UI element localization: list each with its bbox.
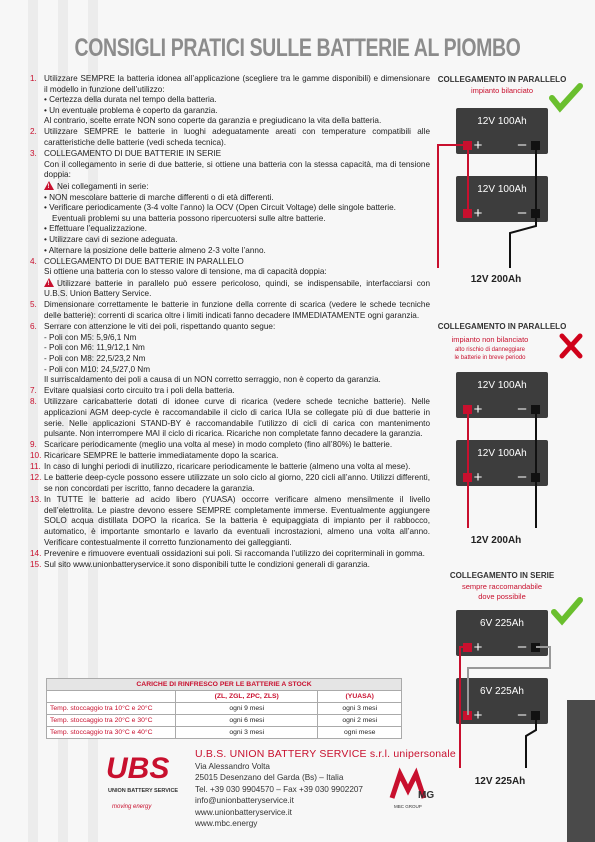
item-number: 10. <box>30 451 42 461</box>
list-item <box>30 386 430 397</box>
item-subtext: Si ottiene una batteria con lo stesso valore di tensione, ma di capacità doppia: <box>44 267 327 277</box>
item-main-text: Utilizzare SEMPRE le batterie in luoghi adeguatamente areati con temperature compatibili alle caratteristiche delle batterie (vedi scheda tecnica). <box>44 127 430 148</box>
plus-icon: + <box>473 639 483 656</box>
row-label: Temp. stoccaggio tra 10°C e 20°C <box>47 703 176 715</box>
item-subtext: - Poli con M5: 5,9/6,1 Nm <box>44 332 137 342</box>
item-subtext: • Un eventuale problema è coperto da garanzia. <box>44 105 218 115</box>
advice-list <box>30 74 430 571</box>
item-number: 9. <box>30 440 37 450</box>
plus-icon: + <box>473 137 483 154</box>
company-address <box>195 761 363 829</box>
item-main-text: Utilizzare SEMPRE la batteria idonea all’applicazione (scegliere tra le gamme disponibili) e dimensionare il modello in funzione dell’utilizzo: <box>44 74 430 94</box>
d2-subtitle: impianto non bilanciato <box>451 335 529 344</box>
website-link[interactable]: www.unionbatteryservice.it <box>195 807 292 817</box>
d2-warning: alto rischio di danneggiare <box>454 347 526 353</box>
item-subtext: • Certezza della durata nel tempo della batteria. <box>44 95 217 105</box>
item-subtext: - Poli con M8: 22,5/23,2 Nm <box>44 353 146 363</box>
item-number: 13. <box>30 495 42 505</box>
d2-warning: le batterie in breve periodo <box>454 355 526 361</box>
ubs-logo-mark: UBS <box>106 752 170 785</box>
warning-heading: Nei collegamenti in serie: <box>57 181 149 191</box>
series-note: • Alternare la posizione delle batterie almeno 2-3 volte l’anno. <box>44 245 266 255</box>
row-value: ogni 2 mesi <box>318 715 402 727</box>
table-row <box>47 715 402 727</box>
d1-subtitle: impianto bilanciato <box>470 86 534 95</box>
d3-subtitle: sempre raccomandabile <box>461 582 543 591</box>
item-number: 12. <box>30 473 42 483</box>
list-item <box>30 495 430 548</box>
item-subtext: - Poli con M10: 24,5/27,0 Nm <box>44 364 151 374</box>
battery <box>456 176 548 222</box>
battery-label: 6V 225Ah <box>480 686 524 697</box>
company-name: U.B.S. UNION BATTERY SERVICE s.r.l. unipersonale <box>195 748 456 760</box>
phone-line: Tel. +39 030 9904570 – Fax +39 030 9902207 <box>195 784 363 794</box>
series-note: • NON mescolare batterie di marche differenti o di età differenti. <box>44 192 274 202</box>
item-main-text: In TUTTE le batterie ad acido libero (YUASA) occorre verificare almeno mensilmente il livello dell’elettrolita. Le piastre devono essere SEMPRE completamente immerse. Eventualmente aggiungere SOLO acqua distillata DOPO la ricarica. Se la batteria è equipaggiata di impianto per il rabbocco, automatico, è importante smontarlo e lavarlo da eventuali incrostazioni, almeno una volta all’anno. Verificare contestualmente il corretto funzionamento dei galleggianti. <box>44 495 430 547</box>
battery-label: 12V 100Ah <box>477 184 527 195</box>
cross-icon <box>562 336 580 356</box>
ubs-logo-sub: UNION BATTERY SERVICE <box>108 788 179 794</box>
row-label: Temp. stoccaggio tra 20°C e 30°C <box>47 715 176 727</box>
row-value: ogni 9 mesi <box>176 703 318 715</box>
row-label: Temp. stoccaggio tra 30°C e 40°C <box>47 727 176 739</box>
item-subtext: Con il collegamento in serie di due batterie, si ottiene una batteria con la stessa capacità, ma di tensione doppia: <box>44 159 430 180</box>
check-icon <box>552 86 580 108</box>
item-text <box>44 495 430 548</box>
d3-total: 12V 225Ah <box>474 776 526 787</box>
item-main-text: Ricaricare SEMPRE le batterie immediatamente dopo la scarica. <box>44 451 279 461</box>
list-item <box>30 300 430 321</box>
warning-text: Utilizzare batterie in parallelo può essere pericoloso, quindi, se indispensabile, interfacciarsi con U.B.S. Union Battery Service. <box>44 278 430 299</box>
minus-icon: – <box>517 706 527 723</box>
item-main-text: Sul sito www.unionbatteryservice.it sono disponibili tutte le condizioni generali di garanzia. <box>44 559 370 569</box>
plus-icon: + <box>473 205 483 222</box>
row-value: ogni 3 mesi <box>318 703 402 715</box>
series-note: • Utilizzare cavi di sezione adeguata. <box>44 234 178 244</box>
list-item <box>30 322 430 386</box>
battery-diagrams <box>430 68 590 828</box>
mg-logo-sub: MBC GROUP <box>394 804 422 809</box>
item-number: 7. <box>30 386 37 396</box>
item-text <box>44 549 430 560</box>
d1-title: COLLEGAMENTO IN PARALLELO <box>437 75 567 84</box>
list-item <box>30 560 430 571</box>
plus-icon: + <box>473 401 483 418</box>
item-main-text: COLLEGAMENTO DI DUE BATTERIE IN SERIE <box>44 149 222 159</box>
list-item <box>30 127 430 148</box>
item-main-text: Scaricare periodicamente (meglio una volta al mese) in modo completo (fino all’80%) le batterie. <box>44 440 393 450</box>
email-link[interactable]: info@unionbatteryservice.it <box>195 796 294 806</box>
list-item <box>30 462 430 473</box>
refresh-charge-table <box>46 678 402 739</box>
plus-icon: + <box>473 707 483 724</box>
minus-icon: – <box>517 204 527 221</box>
item-number: 1. <box>30 74 37 83</box>
item-number: 14. <box>30 548 42 558</box>
list-item <box>30 549 430 560</box>
table-corner <box>47 691 176 703</box>
list-item <box>30 451 430 462</box>
item-text <box>44 397 430 439</box>
battery <box>456 610 548 656</box>
mg-logo-mark: MG <box>418 790 435 801</box>
item-text <box>44 560 430 571</box>
item-number: 6. <box>30 322 37 332</box>
item-main-text: In caso di lunghi periodi di inutilizzo, ricaricare periodicamente le batterie (almeno una volta al mese). <box>44 462 411 472</box>
minus-icon: – <box>517 468 527 485</box>
warning-icon: ! <box>44 181 54 190</box>
ubs-logo-tag: moving energy <box>112 804 152 810</box>
item-main-text: Utilizzare caricabatterie dotati di idonee curve di ricarica (vedere schede tecniche batterie). Nelle applicazioni AGM deep-cycle è raccomandabile il ciclo di carica IUIa se collegate più di due batterie in serie. Nelle applicazioni STAND-BY è raccomandabile l’utilizzo di cicli di carica con mantenimento pulsante. Non interrompere MAI il ciclo di ricarica. Ricariche non completate fanno decadere la garanzia. <box>44 397 430 439</box>
item-text <box>44 149 430 256</box>
table-row <box>47 727 402 739</box>
battery <box>456 108 548 154</box>
item-number: 2. <box>30 127 37 137</box>
warning-icon: ! <box>44 278 54 287</box>
item-text <box>44 462 430 473</box>
item-subtext: Al contrario, scelte errate NON sono coperte da garanzia e pregiudicano la vita della batteria. <box>44 116 382 126</box>
ubs-logo <box>104 748 179 816</box>
item-number: 15. <box>30 559 42 569</box>
parallel-warning <box>44 278 430 300</box>
d3-subtitle: dove possibile <box>478 592 526 601</box>
row-value: ogni 6 mesi <box>176 715 318 727</box>
item-main-text: Prevenire e rimuovere eventuali ossidazioni sui poli. Si raccomanda l’utilizzo dei copriterminali in gomma. <box>44 548 425 558</box>
item-main-text: Serrare con attenzione le viti dei poli, rispettando quanto segue: <box>44 322 276 332</box>
table-title: CARICHE DI RINFRESCO PER LE BATTERIE A STOCK <box>47 679 402 691</box>
list-item <box>30 74 430 127</box>
series-note: Eventuali problemi su una batteria possono ripercuotersi sulle altre batterie. <box>52 213 326 223</box>
d2-title: COLLEGAMENTO IN PARALLELO <box>437 322 567 331</box>
item-text <box>44 300 430 321</box>
page-title: CONSIGLI PRATICI SULLE BATTERIE AL PIOMBO <box>74 34 521 62</box>
list-item <box>30 397 430 439</box>
minus-icon: – <box>517 136 527 153</box>
battery <box>456 372 548 418</box>
plus-icon: + <box>473 469 483 486</box>
item-number: 8. <box>30 397 37 407</box>
series-note: • Verificare periodicamente (3-4 volte l’anno) la OCV (Open Circuit Voltage) delle singole batterie. <box>44 203 396 213</box>
website-link[interactable]: www.mbc.energy <box>195 819 258 829</box>
item-number: 3. <box>30 149 37 159</box>
item-text <box>44 451 430 462</box>
item-main-text: Le batterie deep-cycle possono essere utilizzate un solo ciclo al giorno, 220 cicli all’anno. Utilizzi differenti, se non concordati per iscritto, fanno decadere la garanzia. <box>44 473 430 494</box>
series-note: • Effettuare l’equalizzazione. <box>44 224 147 234</box>
item-number: 11. <box>30 462 41 472</box>
mg-logo <box>388 768 434 812</box>
table-col-zl: (ZL, ZGL, ZPC, ZLS) <box>176 691 318 703</box>
item-number: 4. <box>30 256 37 266</box>
battery <box>456 678 548 724</box>
table-col-yuasa: (YUASA) <box>318 691 402 703</box>
d3-title: COLLEGAMENTO IN SERIE <box>449 571 555 580</box>
battery-label: 12V 100Ah <box>477 448 527 459</box>
row-value: ogni 3 mesi <box>176 727 318 739</box>
d2-total: 12V 200Ah <box>470 535 522 546</box>
minus-icon: – <box>517 638 527 655</box>
list-item <box>30 257 430 300</box>
item-text <box>44 322 430 386</box>
address-line: 25015 Desenzano del Garda (Bs) – Italia <box>195 773 344 783</box>
item-text <box>44 127 430 148</box>
series-warning <box>44 181 430 193</box>
battery-label: 6V 225Ah <box>480 618 524 629</box>
item-text <box>44 257 430 300</box>
row-value: ogni mese <box>318 727 402 739</box>
item-subtext: - Poli con M6: 11,9/12,1 Nm <box>44 343 145 353</box>
address-line: Via Alessandro Volta <box>195 762 270 771</box>
item-main-text: COLLEGAMENTO DI DUE BATTERIE IN PARALLELO <box>44 256 244 266</box>
item-number: 5. <box>30 300 37 310</box>
battery <box>456 440 548 486</box>
item-main-text: Dimensionare correttamente le batterie in funzione della corrente di scarica (vedere le schede tecniche delle batterie): correnti di scarica oltre i limiti indicati fanno decadere IMMEDIATAMENTE ogni garanzia. <box>44 300 430 321</box>
list-item <box>30 440 430 451</box>
item-text <box>44 386 430 397</box>
minus-icon: – <box>517 400 527 417</box>
battery-label: 12V 100Ah <box>477 116 527 127</box>
list-item <box>30 149 430 256</box>
item-text <box>44 74 430 127</box>
d1-total: 12V 200Ah <box>470 274 522 285</box>
table-row <box>47 703 402 715</box>
check-icon <box>554 600 580 621</box>
list-item <box>30 473 430 494</box>
battery-label: 12V 100Ah <box>477 380 527 391</box>
item-subtext: Il surriscaldamento dei poli a causa di un NON corretto serraggio, non è coperto da garanzia. <box>44 375 381 385</box>
item-text <box>44 473 430 494</box>
item-text <box>44 440 430 451</box>
item-main-text: Evitare qualsiasi corto circuito tra i poli della batteria. <box>44 386 235 396</box>
